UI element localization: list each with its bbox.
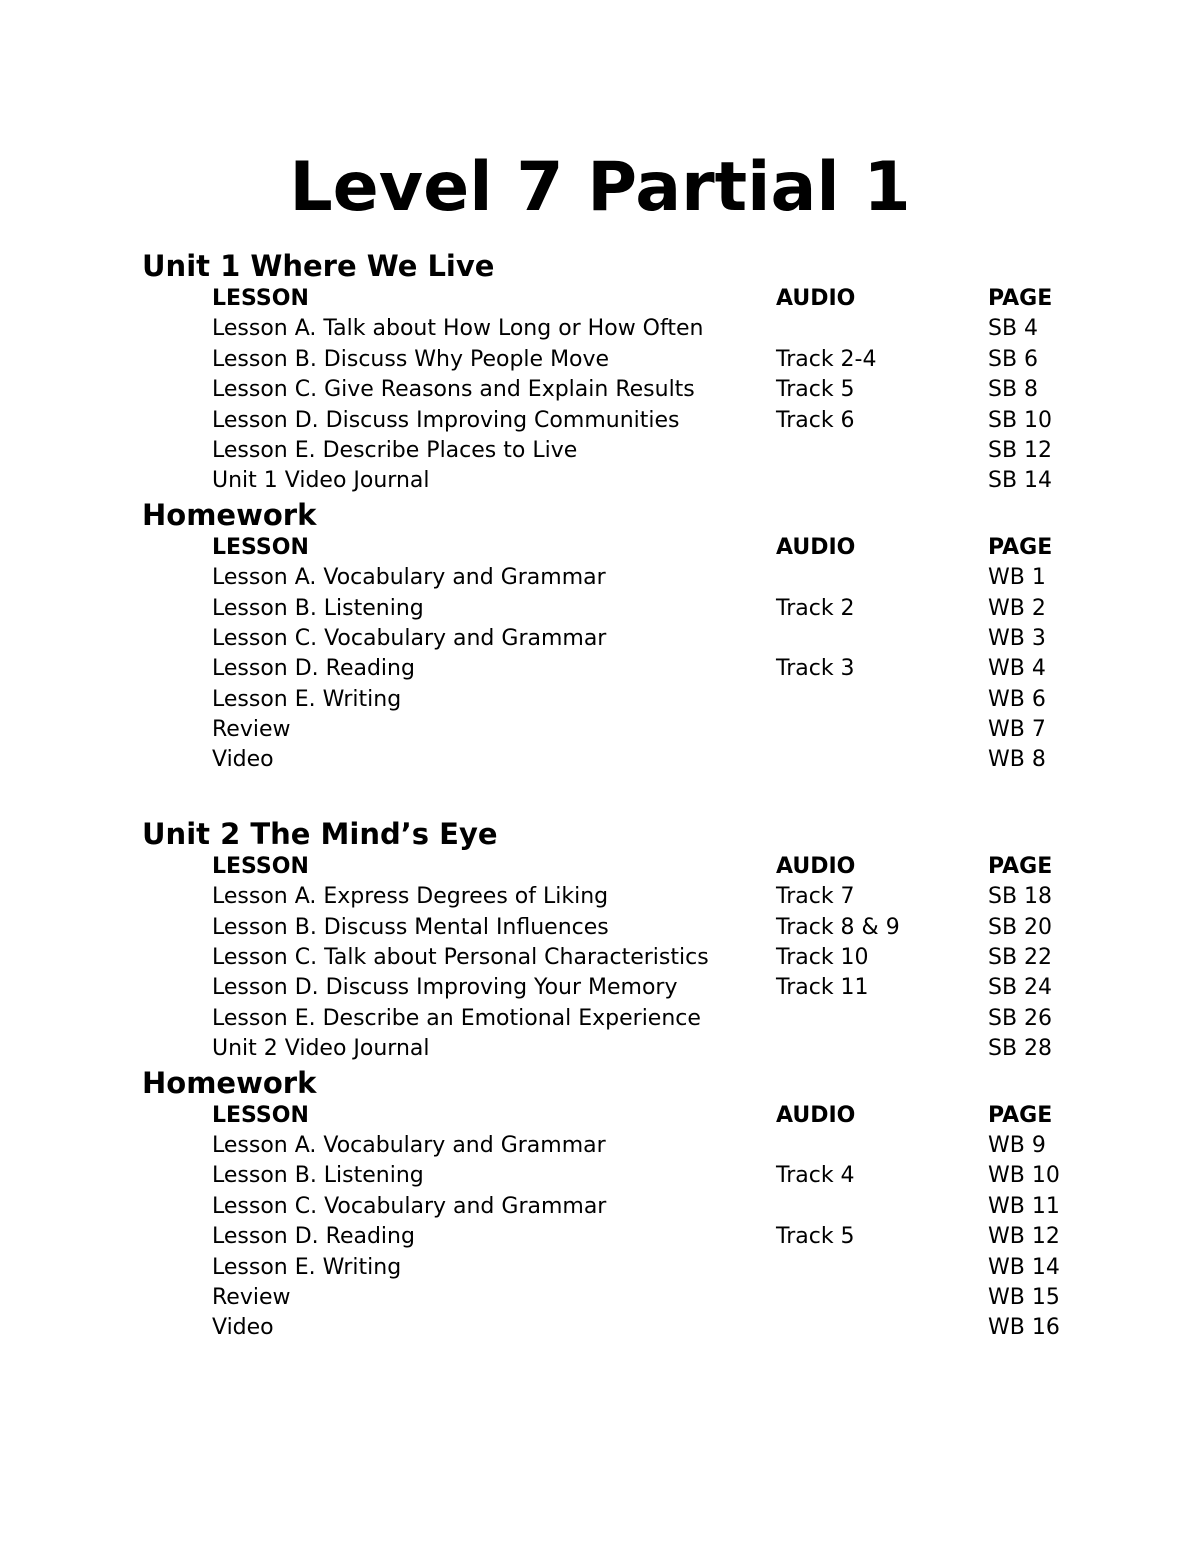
table-row (142, 436, 1102, 466)
lesson-column-header: LESSON (212, 534, 309, 560)
table-row (142, 345, 1102, 375)
table-row (142, 715, 1102, 745)
document-body (142, 248, 1102, 1344)
table-row (142, 1283, 1102, 1313)
table-row (142, 1131, 1102, 1161)
page-cell: WB 11 (988, 1193, 1060, 1219)
page-cell: SB 28 (988, 1036, 1053, 1062)
table-row (142, 1222, 1102, 1252)
page-cell: SB 26 (988, 1005, 1053, 1031)
table-row (142, 563, 1102, 593)
table-row (142, 685, 1102, 715)
lesson-cell: Lesson D. Reading (212, 1224, 415, 1250)
table-row (142, 1034, 1102, 1064)
page-cell: SB 10 (988, 407, 1053, 433)
lesson-cell: Lesson D. Discuss Improving Your Memory (212, 975, 678, 1001)
page-title: Level 7 Partial 1 (289, 148, 911, 227)
page-cell: WB 10 (988, 1163, 1060, 1189)
table-row (142, 973, 1102, 1003)
table-row (142, 406, 1102, 436)
audio-column-header: AUDIO (776, 534, 856, 560)
page-cell: SB 22 (988, 945, 1053, 971)
lesson-cell: Lesson A. Vocabulary and Grammar (212, 1132, 606, 1158)
lesson-column-header: LESSON (212, 286, 309, 311)
table-row (142, 1192, 1102, 1222)
lesson-cell: Lesson C. Give Reasons and Explain Results (212, 377, 695, 403)
table-row (142, 594, 1102, 624)
table-row (142, 943, 1102, 973)
table-row (142, 1161, 1102, 1191)
lesson-cell: Video (212, 1315, 274, 1341)
audio-cell: Track 5 (776, 1224, 855, 1250)
lesson-cell: Review (212, 717, 291, 743)
unit-2-column-headers (142, 852, 1102, 882)
lesson-cell: Lesson A. Express Degrees of Liking (212, 884, 609, 910)
unit-1-column-headers (142, 284, 1102, 314)
lesson-cell: Lesson D. Reading (212, 656, 415, 682)
table-row (142, 375, 1102, 405)
table-row (142, 1004, 1102, 1034)
page-cell: WB 7 (988, 717, 1046, 743)
page-cell: SB 4 (988, 316, 1039, 342)
lesson-cell: Lesson D. Discuss Improving Communities (212, 407, 680, 433)
page-cell: WB 14 (988, 1254, 1060, 1280)
page-cell: WB 16 (988, 1315, 1060, 1341)
page-cell: WB 12 (988, 1224, 1060, 1250)
page-cell: WB 3 (988, 625, 1046, 651)
table-row (142, 466, 1102, 496)
table-row (142, 314, 1102, 344)
audio-cell: Track 11 (776, 975, 869, 1001)
audio-column-header: AUDIO (776, 853, 856, 879)
homework-heading: Homework (142, 1065, 317, 1100)
table-row (142, 913, 1102, 943)
audio-column-header: AUDIO (776, 286, 856, 311)
lesson-cell: Lesson A. Vocabulary and Grammar (212, 565, 606, 591)
page-column-header: PAGE (988, 286, 1053, 311)
page-cell: WB 4 (988, 656, 1046, 682)
lesson-cell: Review (212, 1284, 291, 1310)
page-column-header: PAGE (988, 534, 1053, 560)
table-row (142, 882, 1102, 912)
unit-2-heading: Unit 2 The Mind’s Eye (142, 816, 498, 851)
homework-heading: Homework (142, 497, 317, 532)
table-row (142, 1253, 1102, 1283)
page-cell: SB 12 (988, 437, 1053, 463)
page-column-header: PAGE (988, 1102, 1053, 1128)
audio-cell: Track 3 (776, 656, 855, 682)
table-row (142, 624, 1102, 654)
lesson-column-header: LESSON (212, 1102, 309, 1128)
lesson-column-header: LESSON (212, 853, 309, 879)
page-cell: WB 15 (988, 1284, 1060, 1310)
lesson-cell: Lesson B. Listening (212, 1163, 424, 1189)
lesson-cell: Lesson A. Talk about How Long or How Often (212, 316, 704, 342)
page-cell: SB 18 (988, 884, 1053, 910)
lesson-cell: Lesson C. Vocabulary and Grammar (212, 1193, 607, 1219)
homework-column-headers (142, 533, 1102, 563)
audio-cell: Track 5 (776, 377, 855, 403)
lesson-cell: Lesson C. Vocabulary and Grammar (212, 625, 607, 651)
page-cell: WB 2 (988, 595, 1046, 621)
audio-cell: Track 7 (776, 884, 855, 910)
page-cell: WB 8 (988, 747, 1046, 773)
page-column-header: PAGE (988, 853, 1053, 879)
page-cell: WB 6 (988, 686, 1046, 712)
lesson-cell: Lesson E. Describe an Emotional Experience (212, 1005, 701, 1031)
page-cell: SB 24 (988, 975, 1053, 1001)
section-spacer (142, 776, 1102, 816)
homework-column-headers (142, 1101, 1102, 1131)
audio-cell: Track 10 (776, 945, 869, 971)
page-cell: SB 6 (988, 346, 1039, 372)
lesson-cell: Lesson B. Listening (212, 595, 424, 621)
audio-cell: Track 8 & 9 (776, 914, 900, 940)
unit-2-section (142, 816, 1102, 1344)
lesson-cell: Lesson E. Writing (212, 686, 402, 712)
table-row (142, 745, 1102, 775)
page-cell: SB 20 (988, 914, 1053, 940)
lesson-cell: Lesson B. Discuss Mental Influences (212, 914, 609, 940)
page-cell: SB 8 (988, 377, 1039, 403)
lesson-cell: Lesson C. Talk about Personal Characteristics (212, 945, 709, 971)
page-cell: SB 14 (988, 468, 1053, 494)
lesson-cell: Unit 2 Video Journal (212, 1036, 430, 1062)
lesson-cell: Lesson B. Discuss Why People Move (212, 346, 610, 372)
audio-cell: Track 4 (776, 1163, 855, 1189)
unit-1-section (142, 248, 1102, 776)
audio-cell: Track 2 (776, 595, 855, 621)
table-row (142, 654, 1102, 684)
audio-cell: Track 2-4 (776, 346, 877, 372)
lesson-cell: Video (212, 747, 274, 773)
lesson-cell: Lesson E. Describe Places to Live (212, 437, 578, 463)
audio-cell: Track 6 (776, 407, 855, 433)
lesson-cell: Lesson E. Writing (212, 1254, 402, 1280)
page-cell: WB 9 (988, 1132, 1046, 1158)
unit-1-heading: Unit 1 Where We Live (142, 249, 495, 283)
audio-column-header: AUDIO (776, 1102, 856, 1128)
table-row (142, 1313, 1102, 1343)
lesson-cell: Unit 1 Video Journal (212, 468, 430, 494)
page-cell: WB 1 (988, 565, 1046, 591)
